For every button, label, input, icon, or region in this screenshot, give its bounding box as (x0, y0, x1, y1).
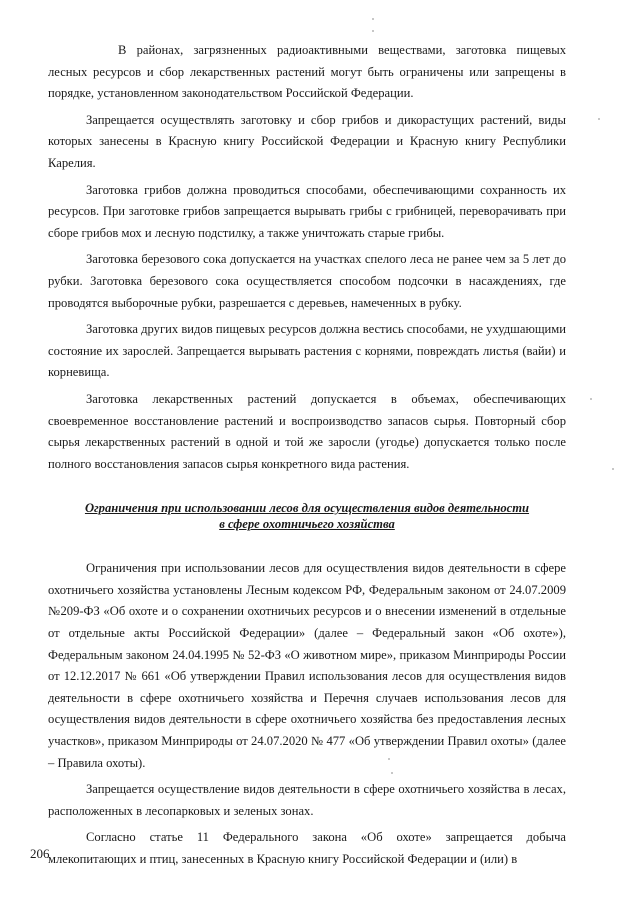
scan-speck (598, 118, 600, 120)
paragraph-forest-park-zones: Запрещается осуществление видов деятельности в сфере охотничьего хозяйства в лесах, расположенных в лесопарковых и зеленых зонах. (48, 782, 566, 818)
paragraph-birch-sap: Заготовка березового сока допускается на участках спелого леса не ранее чем за 5 лет до рубки. Заготовка березового сока осуществляется способом подсочки в насаждениях, где проводятся выборочные рубки, разрешается с деревьев, намеченных в рубку. (48, 252, 566, 310)
scan-speck (372, 30, 374, 32)
section-heading-line-1: Ограничения при использовании лесов для осуществления видов деятельности (84, 501, 530, 516)
paragraph-article-11: Согласно статье 11 Федерального закона «Об охоте» запрещается добыча млекопитающих и птиц, занесенных в Красную книгу Российской Федерации и (или) в (48, 830, 566, 866)
scan-speck (372, 18, 374, 20)
paragraph-hunting-restrictions: Ограничения при использовании лесов для осуществления видов деятельности в сфере охотничьего хозяйства установлены Лесным кодексом РФ, Федеральным законом от 24.07.2009 №209-ФЗ «Об охоте и о сохранении охотничьих ресурсов и о внесении изменений в отдельные от отдельные акты Российской Федерации» (далее – Федеральный закон «Об охоте»), Федеральным законом 24.04.1995 № 52-ФЗ «О животном мире», приказом Минприроды России от 12.12.2017 № 661 «Об утверждении Правил использования лесов для осуществления видов деятельности в сфере охотничьего хозяйства и Перечня случаев использования лесов для осуществления видов деятельности в сфере охотничьего хозяйства без предоставления лесных участков», приказом Минприроды от 24.07.2020 № 477 «Об утверждении Правил охоты» (далее – Правила охоты). (48, 561, 566, 770)
scan-speck (612, 468, 614, 470)
document-body (48, 40, 566, 876)
paragraph-mushroom-harvesting: Заготовка грибов должна проводиться способами, обеспечивающими сохранность их ресурсов. При заготовке грибов запрещается вырывать грибы с грибницей, переворачивать при сборе грибов мох и лесную подстилку, а также уничтожать старые грибы. (48, 182, 566, 240)
scan-speck (590, 398, 592, 400)
paragraph-other-food-resources: Заготовка других видов пищевых ресурсов должна вестись способами, не ухудшающими состояние их зарослей. Запрещается вырывать растения с корнями, повреждать листья (вайи) и корневища. (48, 322, 566, 380)
section-heading-line-2: в сфере охотничьего хозяйства (219, 517, 395, 532)
section-heading (48, 500, 566, 532)
scan-speck (388, 758, 390, 760)
paragraph-medicinal-plants: Заготовка лекарственных растений допускается в объемах, обеспечивающих своевременное восстановление растений и воспроизводство запасов сырья. Повторный сбор сырья лекарственных растений в одной и той же заросли (угодье) допускается только после полного восстановления запасов сырья конкретного вида растения. (48, 391, 566, 471)
page-number: 206 (30, 846, 50, 861)
paragraph-red-book-species: Запрещается осуществлять заготовку и сбор грибов и дикорастущих растений, виды которых занесены в Красную книгу Российской Федерации и Красную книгу Республики Карелия. (48, 112, 566, 170)
scan-speck (391, 772, 393, 774)
paragraph-radioactive-areas: В районах, загрязненных радиоактивными веществами, заготовка пищевых лесных ресурсов и сбор лекарственных растений могут быть ограничены или запрещены в порядке, установленном законодательством Российской Федерации. (48, 43, 566, 101)
